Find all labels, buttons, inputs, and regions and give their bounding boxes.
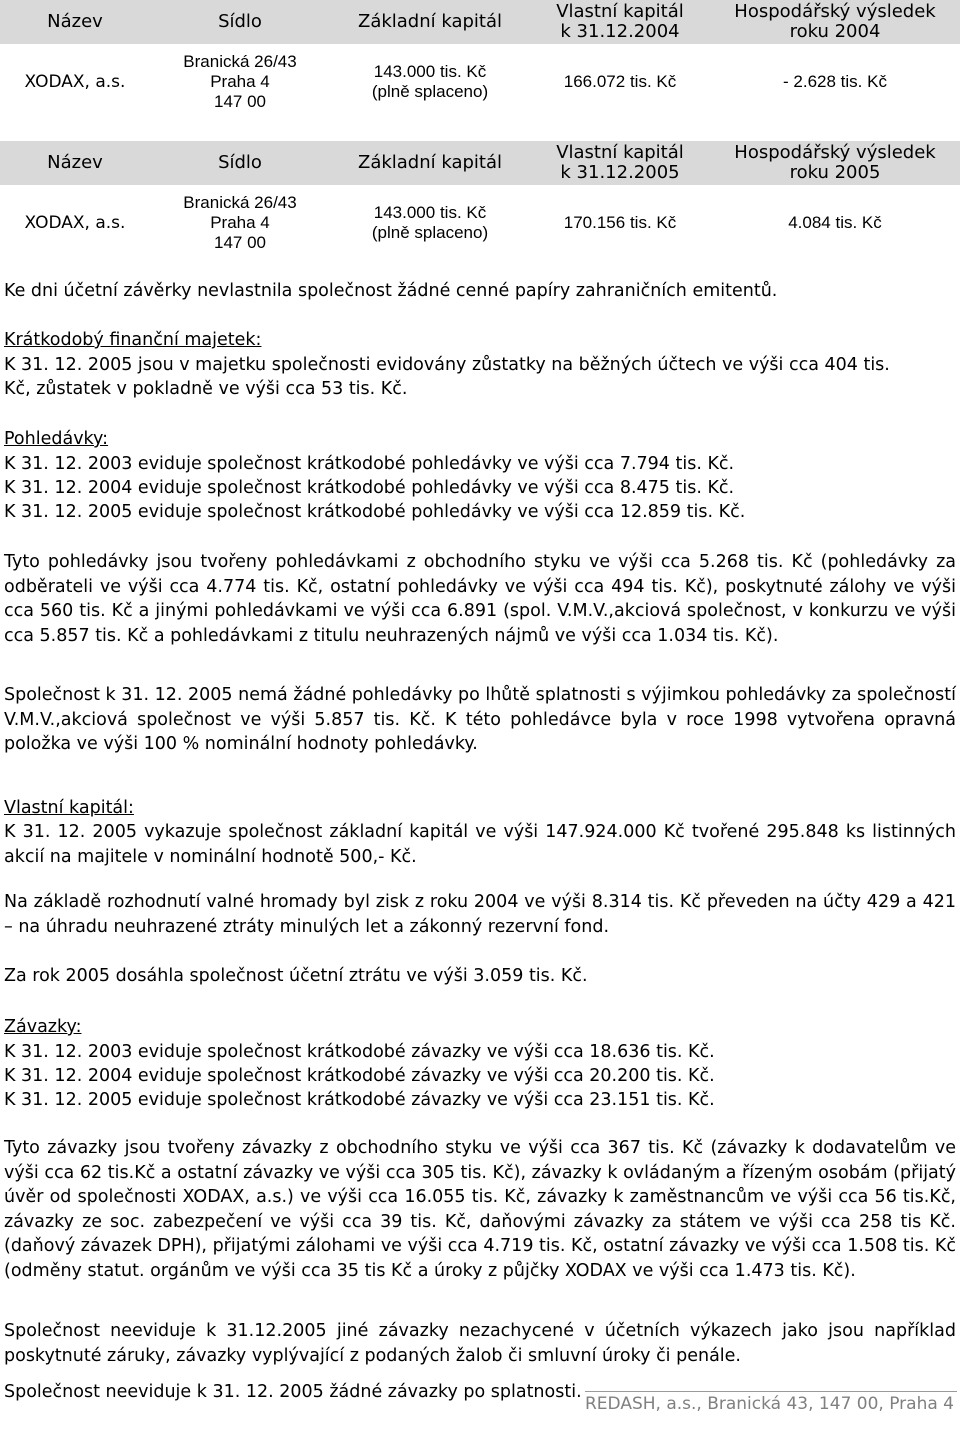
paragraph-liabilities-detail: Tyto závazky jsou tvořeny závazky z obchodního styku ve výši cca 367 tis. Kč (závazky k dodavatelům ve výši cca 62 tis.Kč a ostatní závazky ve výši cca 305 tis. Kč), závazky k ovládaným a řízeným osobám (přijatý úvěr od společnosti XODAX, a.s.) ve výši cca 16.055 tis. Kč, závazky k zaměstnancům ve výši cca 56 tis.Kč, závazky ze soc. zabezpečení ve výši cca 39 tis. Kč, daňovými závazky za státem ve výši cca 258 tis Kč. (daňový závazek DPH), přijatými zálohami ve výši cca 4.719 tis. Kč, ostatní závazky ve výši cca 1.508 tis. Kč (odměny statut. orgánům ve výši cca 35 tis Kč a úroky z půjčky XODAX ve výši cca 1.473 tis. Kč). [4, 1138, 956, 1281]
company-name: XODAX, a.s. [24, 72, 126, 92]
header-result [710, 141, 960, 185]
header-equity-line2: k 31.12.2004 [560, 21, 680, 42]
equity-value: 166.072 tis. Kč [563, 72, 677, 91]
address-city: Praha 4 [210, 213, 270, 232]
company-name: XODAX, a.s. [24, 213, 126, 233]
header-result-line1: Hospodářský výsledek [734, 142, 936, 163]
header-equity-line1: Vlastní kapitál [556, 142, 684, 163]
header-capital: Základní kapitál [357, 11, 503, 32]
paragraph-no-overdue-liabilities: Společnost neeviduje k 31. 12. 2005 žádné závazky po splatnosti. [4, 1382, 582, 1402]
receivables-2005: K 31. 12. 2005 eviduje společnost krátkodobé pohledávky ve výši cca 12.859 tis. Kč. [4, 502, 746, 522]
header-equity-line2: k 31.12.2005 [560, 162, 680, 183]
liabilities-2005: K 31. 12. 2005 eviduje společnost krátkodobé závazky ve výši cca 23.151 tis. Kč. [4, 1090, 715, 1110]
footer-divider [585, 1391, 957, 1392]
receivables-2003: K 31. 12. 2003 eviduje společnost krátkodobé pohledávky ve výši cca 7.794 tis. Kč. [4, 454, 735, 474]
paragraph-overdue-receivables: Společnost k 31. 12. 2005 nemá žádné pohledávky po lhůtě splatnosti s výjimkou pohledávky za společností V.M.V.,akciová společnost ve výši 5.857 tis. Kč. K této pohledávce byla v roce 1998 vytvořena opravná položka ve výši 100 % nominální hodnoty pohledávky. [4, 685, 956, 754]
heading-equity: Vlastní kapitál: [4, 798, 134, 818]
paragraph-receivables-detail: Tyto pohledávky jsou tvořeny pohledávkami z obchodního styku ve výši cca 5.268 tis. Kč (pohledávky za odběrateli ve výši cca 4.774 tis. Kč, ostatní pohledávky ve výši cca 494 tis. Kč), poskytnuté zálohy ve výši cca 560 tis. Kč a jinými pohledávkami ve výši cca 6.891 (spol. V.M.V.,akciová společnost, v konkurzu ve výši cca 5.857 tis. Kč a pohledávkami z titulu neuhrazených nájmů ve výši cca 1.034 tis. Kč). [4, 552, 956, 646]
paragraph-short-term-line2: Kč, zůstatek v pokladně ve výši cca 53 tis. Kč. [4, 379, 408, 399]
table-row [0, 44, 960, 120]
header-equity [530, 141, 710, 185]
paragraph-loss-2005: Za rok 2005 dosáhla společnost účetní ztrátu ve výši 3.059 tis. Kč. [4, 966, 588, 986]
company-address [150, 185, 330, 261]
result-value: 4.084 tis. Kč [788, 213, 882, 232]
heading-short-term-assets: Krátkodobý finanční majetek: [4, 330, 262, 350]
receivables-2004: K 31. 12. 2004 eviduje společnost krátkodobé pohledávky ve výši cca 8.475 tis. Kč. [4, 478, 735, 498]
table-2005 [0, 141, 960, 261]
page-footer: REDASH, a.s., Branická 43, 147 00, Praha 4 [584, 1394, 954, 1414]
header-result-line1: Hospodářský výsledek [734, 1, 936, 22]
header-name: Název [47, 152, 103, 173]
table-header [0, 0, 960, 44]
registered-capital [330, 185, 530, 261]
address-city: Praha 4 [210, 72, 270, 91]
equity-value: 170.156 tis. Kč [563, 213, 677, 232]
company-address [150, 44, 330, 120]
table-row [0, 185, 960, 261]
paragraph-securities: Ke dni účetní závěrky nevlastnila společnost žádné cenné papíry zahraničních emitentů. [4, 281, 778, 301]
registered-capital [330, 44, 530, 120]
paragraph-no-offbalance: Společnost neeviduje k 31.12.2005 jiné závazky nezachycené v účetních výkazech jako jsou například poskytnuté záruky, závazky vyplývající z podaných žalob či smluvní úroky či penále. [4, 1321, 956, 1366]
paragraph-equity: K 31. 12. 2005 vykazuje společnost základní kapitál ve výši 147.924.000 Kč tvořené 295.848 ks listinných akcií na majitele v nominální hodnotě 500,- Kč. [4, 822, 956, 867]
header-equity [530, 0, 710, 44]
table-header [0, 141, 960, 185]
address-zip: 147 00 [214, 233, 266, 252]
capital-note: (plně splaceno) [371, 223, 489, 242]
paragraph-short-term-line1: K 31. 12. 2005 jsou v majetku společnosti evidovány zůstatky na běžných účtech ve výši cca 404 tis. [4, 355, 890, 375]
capital-value: 143.000 tis. Kč [373, 203, 487, 222]
capital-value: 143.000 tis. Kč [373, 62, 487, 81]
header-result-line2: roku 2004 [789, 21, 881, 42]
header-result-line2: roku 2005 [789, 162, 881, 183]
header-equity-line1: Vlastní kapitál [556, 1, 684, 22]
header-seat: Sídlo [218, 11, 262, 32]
heading-liabilities: Závazky: [4, 1017, 82, 1037]
address-zip: 147 00 [214, 92, 266, 111]
paragraph-profit-transfer: Na základě rozhodnutí valné hromady byl zisk z roku 2004 ve výši 8.314 tis. Kč převeden na účty 429 a 421 – na úhradu neuhrazené ztráty minulých let a zákonný rezervní fond. [4, 892, 956, 937]
address-street: Branická 26/43 [183, 193, 297, 212]
capital-note: (plně splaceno) [371, 82, 489, 101]
heading-receivables: Pohledávky: [4, 429, 109, 449]
address-street: Branická 26/43 [183, 52, 297, 71]
header-capital: Základní kapitál [357, 152, 503, 173]
result-value: - 2.628 tis. Kč [783, 72, 887, 91]
liabilities-2004: K 31. 12. 2004 eviduje společnost krátkodobé závazky ve výši cca 20.200 tis. Kč. [4, 1066, 715, 1086]
liabilities-2003: K 31. 12. 2003 eviduje společnost krátkodobé závazky ve výši cca 18.636 tis. Kč. [4, 1042, 715, 1062]
table-2004 [0, 0, 960, 120]
header-name: Název [47, 11, 103, 32]
header-seat: Sídlo [218, 152, 262, 173]
header-result [710, 0, 960, 44]
